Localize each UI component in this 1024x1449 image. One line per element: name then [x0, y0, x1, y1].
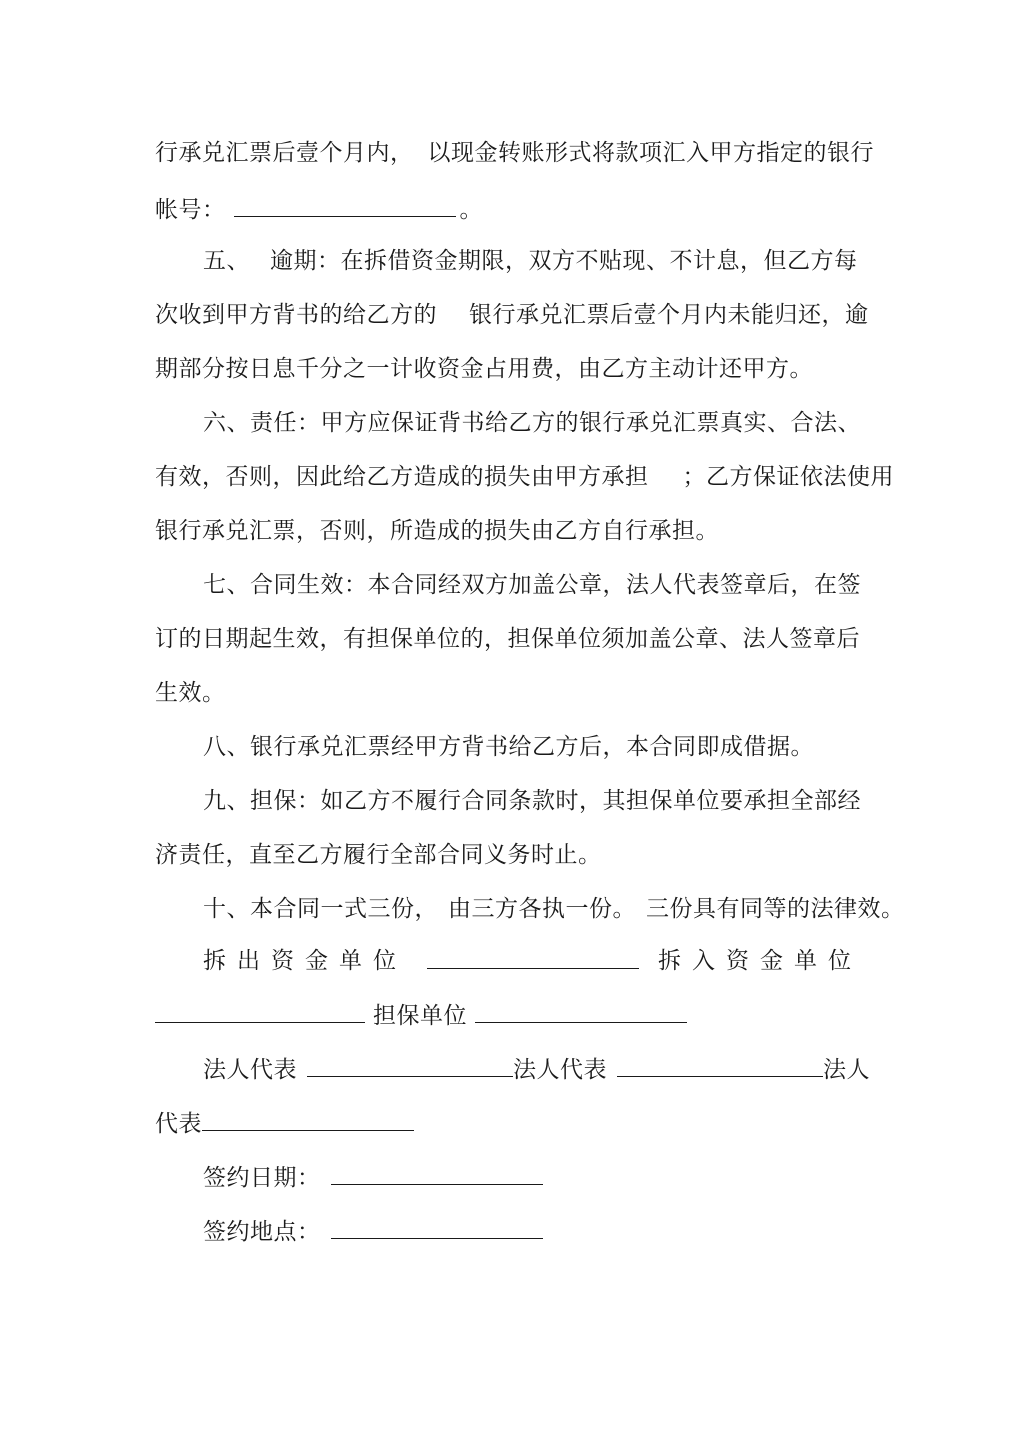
text-line: 银行承兑汇票，否则，所造成的损失由乙方自行承担。 — [155, 518, 719, 544]
text-segment: 十、本合同一式三份， — [203, 896, 438, 922]
text-segment: 行承兑汇票后壹个月内， — [155, 140, 414, 166]
guarantor-unit-blank[interactable] — [475, 1000, 687, 1023]
sign-place-line — [203, 1216, 543, 1247]
legal-rep-blank[interactable] — [202, 1108, 414, 1131]
text-segment: 有效，否则，因此给乙方造成的损失由甲方承担 — [155, 464, 649, 490]
legal-rep-label: 法人代表 — [513, 1057, 607, 1083]
sign-place-label: 签约地点： — [203, 1219, 321, 1245]
text-segment: 由三方各执一份。 — [448, 896, 636, 922]
account-label: 帐号： — [155, 197, 226, 223]
legal-rep-line-cont — [155, 1108, 414, 1139]
text-segment: 次收到甲方背书的给乙方的 — [155, 302, 437, 328]
clause-eight: 八、银行承兑汇票经甲方背书给乙方后，本合同即成借据。 — [203, 734, 814, 760]
clause-nine-heading: 九、担保：如乙方不履行合同条款时，其担保单位要承担全部经 — [203, 788, 861, 814]
legal-rep-blank[interactable] — [307, 1054, 513, 1077]
legal-rep-blank[interactable] — [617, 1054, 823, 1077]
sign-date-label: 签约日期： — [203, 1165, 321, 1191]
text-segment: 以现金转账形式将款项汇入甲方指定的银行 — [427, 140, 874, 166]
sign-place-blank[interactable] — [331, 1216, 543, 1239]
lender-unit-label: 拆出资金单位 — [203, 948, 407, 974]
text-line: 期部分按日息千分之一计收资金占用费，由乙方主动计还甲方。 — [155, 356, 813, 382]
clause-six-heading: 六、责任：甲方应保证背书给乙方的银行承兑汇票真实、合法、 — [203, 410, 861, 436]
clause-five-heading — [203, 246, 858, 276]
lender-unit-blank[interactable] — [427, 946, 639, 969]
text-segment: 逾期：在拆借资金期限，双方不贴现、不计息，但乙方每 — [270, 248, 858, 274]
text-segment: 三份具有同等的法律效。 — [646, 896, 905, 922]
text-line — [155, 300, 869, 330]
text-segment: ；乙方保证依法使用 — [682, 464, 894, 490]
clause-number: 五、 — [203, 248, 250, 274]
legal-rep-label: 代表 — [155, 1111, 202, 1137]
legal-rep-label: 法人代表 — [203, 1057, 297, 1083]
legal-rep-line — [203, 1054, 870, 1085]
text-line: 订的日期起生效，有担保单位的，担保单位须加盖公章、法人签章后 — [155, 626, 860, 652]
legal-rep-label: 法人 — [823, 1057, 870, 1083]
guarantor-unit-label: 担保单位 — [373, 1003, 467, 1029]
borrower-unit-blank[interactable] — [155, 1000, 365, 1023]
borrower-unit-label: 拆入资金单位 — [658, 948, 862, 974]
clause-ten — [203, 894, 905, 924]
sign-date-blank[interactable] — [331, 1162, 543, 1185]
sign-date-line — [203, 1162, 543, 1193]
text-line: 生效。 — [155, 680, 226, 706]
text-line — [155, 462, 894, 492]
text-line — [155, 194, 483, 225]
text-segment: 银行承兑汇票后壹个月内未能归还，逾 — [469, 302, 869, 328]
borrower-unit-line — [658, 946, 862, 976]
text-segment: 。 — [459, 197, 483, 223]
text-line — [155, 138, 874, 168]
account-blank[interactable] — [234, 194, 456, 217]
lender-unit-blank-wrap — [427, 946, 639, 977]
guarantor-line — [155, 1000, 687, 1031]
clause-seven-heading: 七、合同生效：本合同经双方加盖公章，法人代表签章后，在签 — [203, 572, 861, 598]
text-line: 济责任，直至乙方履行全部合同义务时止。 — [155, 842, 602, 868]
lender-unit-line — [203, 946, 407, 976]
